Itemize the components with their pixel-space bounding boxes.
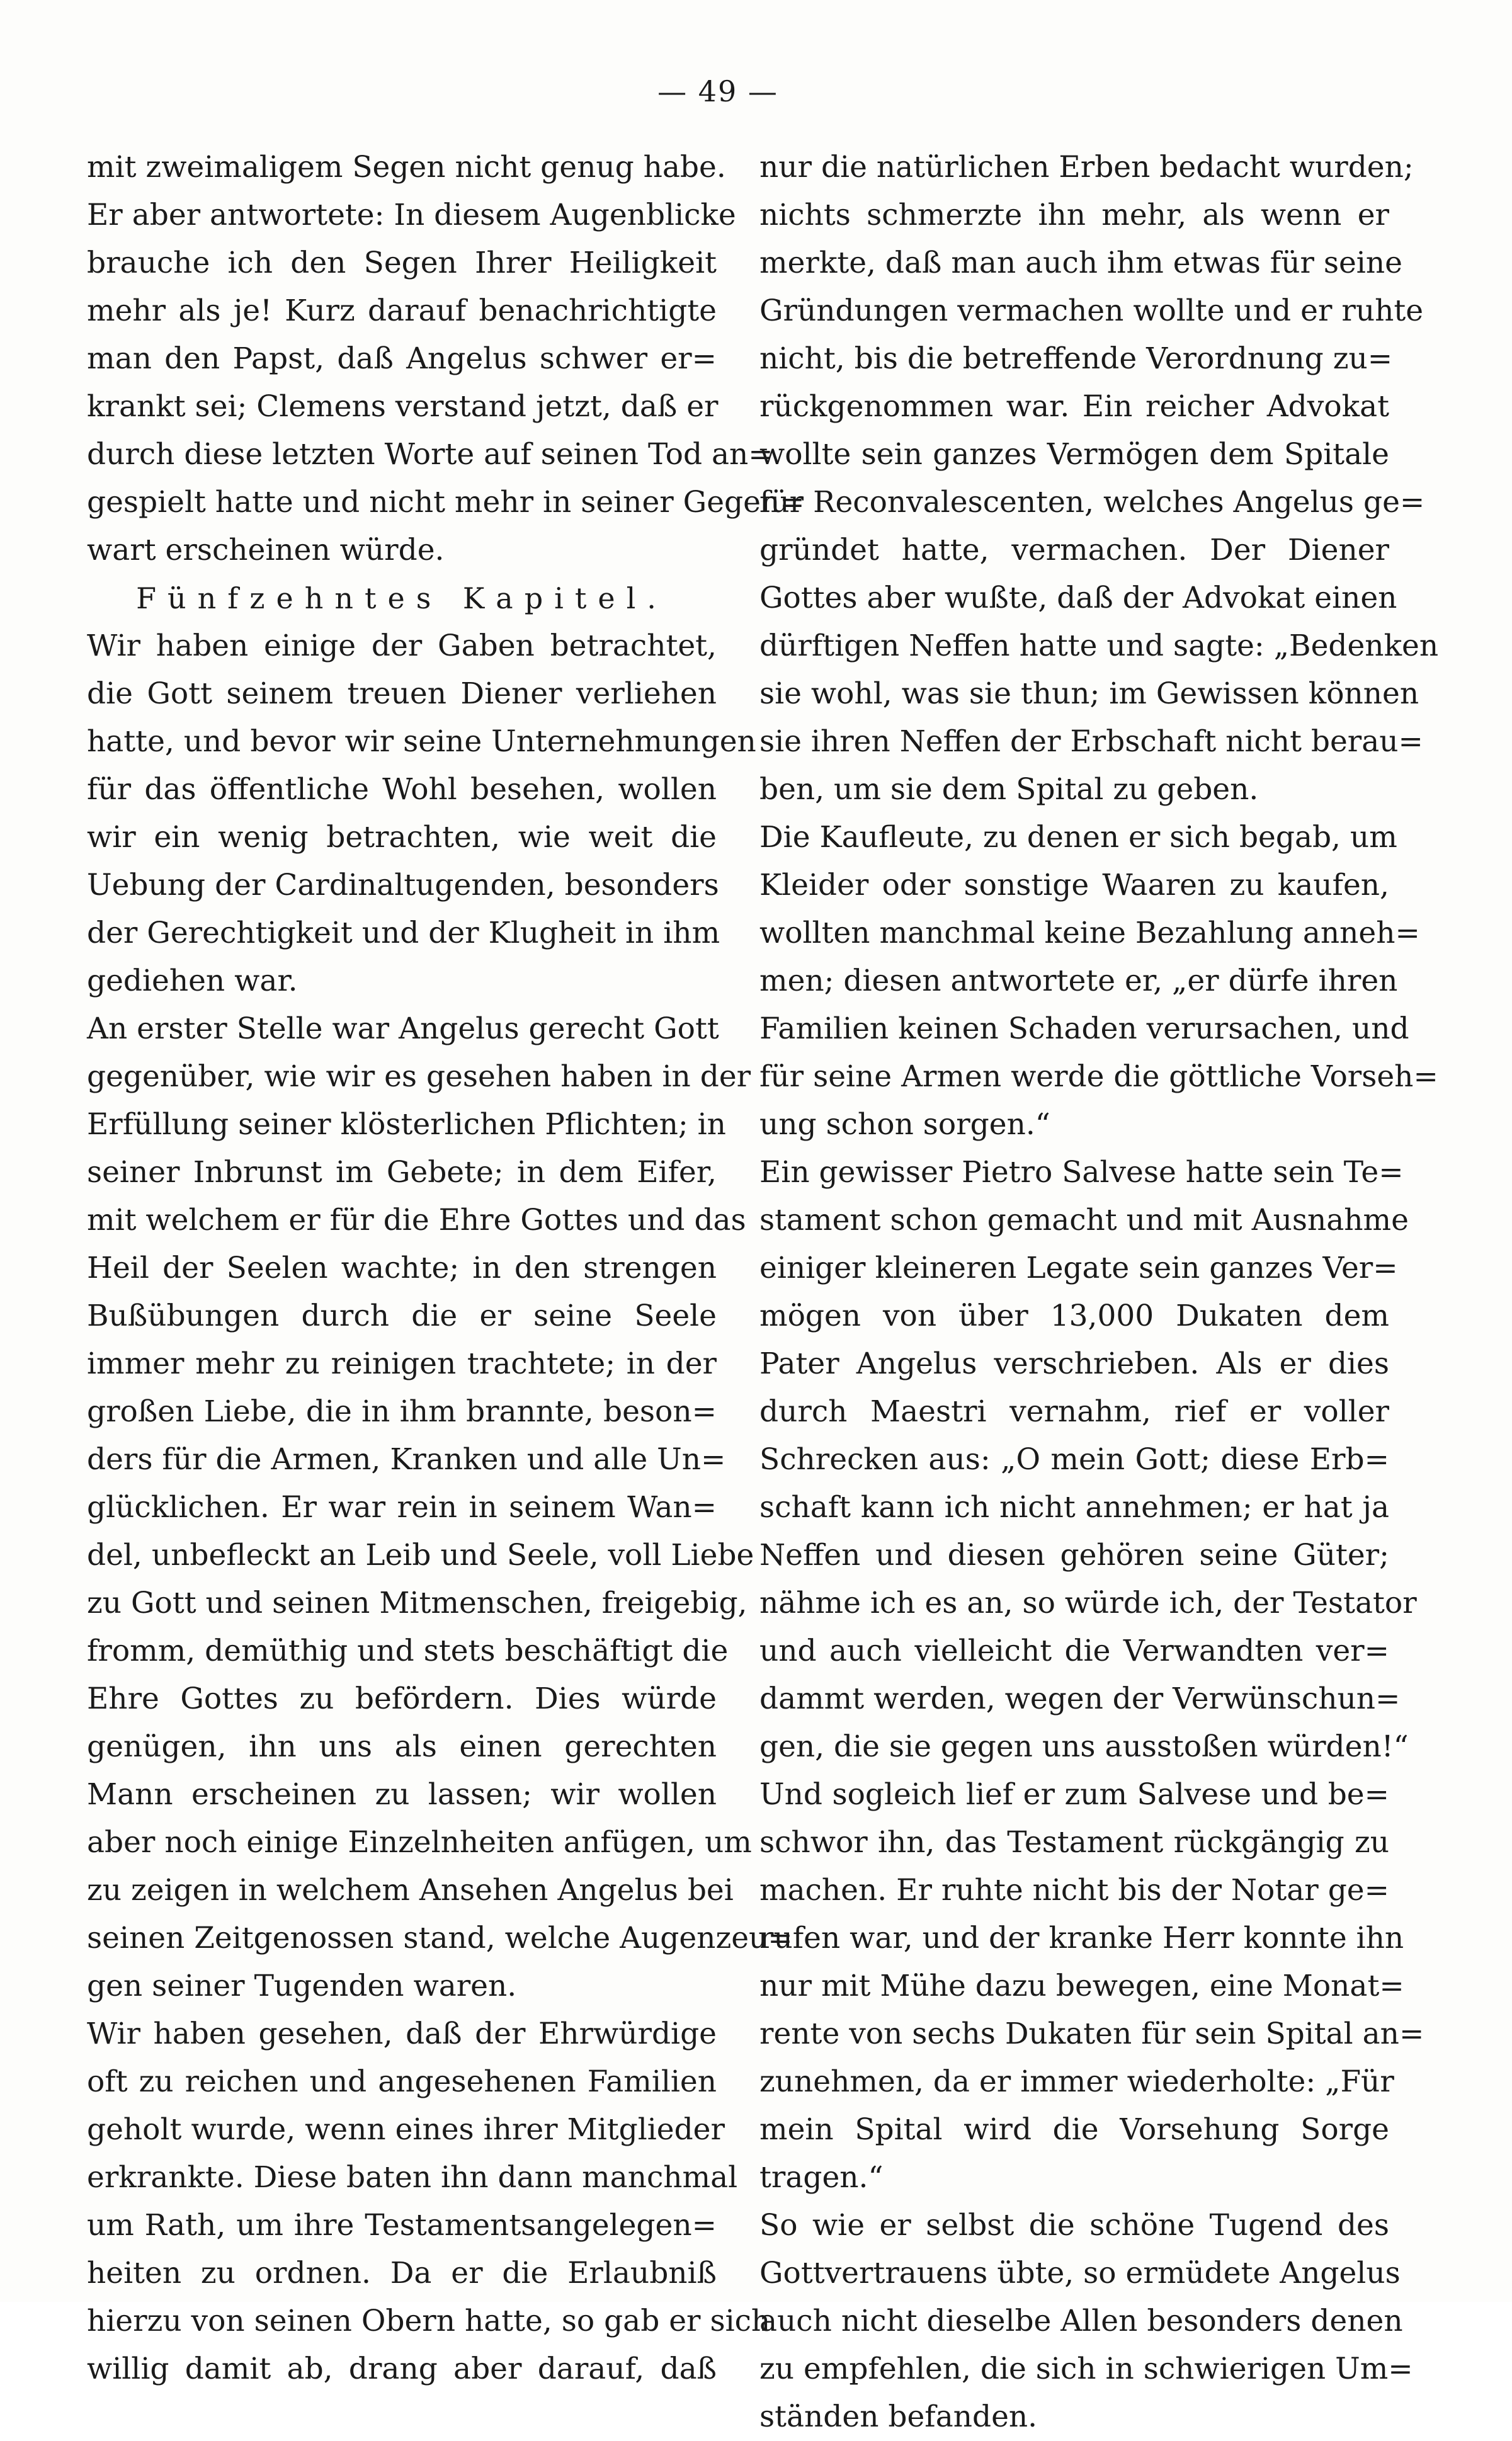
- text-line: gen seiner Tugenden waren.: [87, 1969, 517, 2003]
- text-line: mehr als je! Kurz darauf benachrichtigte: [87, 293, 717, 328]
- text-line: del, unbefleckt an Leib und Seele, voll Liebe: [87, 1538, 754, 1573]
- text-line: immer mehr zu reinigen trachtete; in der: [87, 1346, 717, 1381]
- text-line: Und sogleich lief er zum Salvese und be=: [759, 1777, 1389, 1812]
- text-line: gen, die sie gegen uns ausstoßen würden!“: [759, 1729, 1409, 1764]
- text-line: Erfüllung seiner klösterlichen Pflichten; in: [87, 1107, 726, 1142]
- text-line: man den Papst, daß Angelus schwer er=: [87, 341, 717, 376]
- text-line: schaft kann ich nicht annehmen; er hat ja: [759, 1490, 1389, 1525]
- text-line: für Reconvalescenten, welches Angelus ge=: [759, 485, 1425, 520]
- text-line: Gottes aber wußte, daß der Advokat einen: [759, 581, 1397, 615]
- text-line: für das öffentliche Wohl besehen, wollen: [87, 772, 717, 807]
- text-line: heiten zu ordnen. Da er die Erlaubniß: [87, 2256, 717, 2290]
- text-line: zu zeigen in welchem Ansehen Angelus bei: [87, 1873, 734, 1908]
- text-line: Ehre Gottes zu befördern. Dies würde: [87, 1681, 717, 1716]
- text-line: Heil der Seelen wachte; in den strengen: [87, 1251, 717, 1285]
- text-line: Wir haben einige der Gaben betrachtet,: [87, 629, 717, 663]
- left-column: [87, 144, 805, 2393]
- text-line: für seine Armen werde die göttliche Vorseh=: [759, 1059, 1438, 1094]
- text-line: oft zu reichen und angesehenen Familien: [87, 2064, 717, 2099]
- text-line: machen. Er ruhte nicht bis der Notar ge=: [759, 1873, 1389, 1908]
- text-line: auch nicht dieselbe Allen besonders denen: [759, 2304, 1403, 2338]
- text-line: dammt werden, wegen der Verwünschun=: [759, 1681, 1401, 1716]
- text-line: nichts schmerzte ihn mehr, als wenn er: [759, 198, 1389, 232]
- text-line: um Rath, um ihre Testamentsangelegen=: [87, 2208, 717, 2243]
- text-line: wart erscheinen würde.: [87, 533, 445, 567]
- text-line: aber noch einige Einzelnheiten anfügen, um: [87, 1825, 752, 1860]
- text-line: Uebung der Cardinaltugenden, besonders: [87, 868, 719, 902]
- right-column: [759, 144, 1439, 2441]
- text-line: sie wohl, was sie thun; im Gewissen können: [759, 676, 1419, 711]
- text-line: zu Gott und seinen Mitmenschen, freigebig,: [87, 1586, 747, 1620]
- text-line: der Gerechtigkeit und der Klugheit in ihm: [87, 916, 720, 950]
- text-line: wollten manchmal keine Bezahlung anneh=: [759, 916, 1420, 950]
- text-line: mögen von über 13,000 Dukaten dem: [759, 1299, 1389, 1333]
- text-line: ständen befanden.: [759, 2399, 1038, 2434]
- text-line: und auch vielleicht die Verwandten ver=: [759, 1634, 1389, 1668]
- text-line: zu empfehlen, die sich in schwierigen Um=: [759, 2352, 1413, 2386]
- chapter-heading: Fünfzehntes Kapitel.: [136, 581, 668, 615]
- text-line: Wir haben gesehen, daß der Ehrwürdige: [87, 2017, 717, 2051]
- text-line: sie ihren Neffen der Erbschaft nicht berau=: [759, 724, 1423, 759]
- text-line: erkrankte. Diese baten ihn dann manchmal: [87, 2160, 738, 2195]
- text-line: seinen Zeitgenossen stand, welche Augenzeu=: [87, 1921, 793, 1955]
- text-line: geholt wurde, wenn eines ihrer Mitglieder: [87, 2112, 725, 2147]
- text-line: Neffen und diesen gehören seine Güter;: [759, 1538, 1389, 1573]
- text-line: mit welchem er für die Ehre Gottes und das: [87, 1203, 746, 1238]
- text-line: wir ein wenig betrachten, wie weit die: [87, 820, 717, 855]
- text-line: ung schon sorgen.“: [759, 1107, 1050, 1142]
- text-line: krankt sei; Clemens verstand jetzt, daß er: [87, 389, 719, 424]
- text-line: durch Maestri vernahm, rief er voller: [759, 1394, 1389, 1429]
- text-line: nur mit Mühe dazu bewegen, eine Monat=: [759, 1969, 1404, 2003]
- text-line: nur die natürlichen Erben bedacht wurden;: [759, 150, 1414, 185]
- text-line: Ein gewisser Pietro Salvese hatte sein Te=: [759, 1155, 1404, 1190]
- text-line: Mann erscheinen zu lassen; wir wollen: [87, 1777, 717, 1812]
- text-line: Er aber antwortete: In diesem Augenblicke: [87, 198, 736, 232]
- text-line: An erster Stelle war Angelus gerecht Gott: [87, 1011, 719, 1046]
- text-line: Pater Angelus verschrieben. Als er dies: [759, 1346, 1389, 1381]
- text-line: Schrecken aus: „O mein Gott; diese Erb=: [759, 1442, 1389, 1477]
- page-number: — 49 —: [657, 74, 778, 108]
- text-line: gründet hatte, vermachen. Der Diener: [759, 533, 1389, 567]
- text-line: brauche ich den Segen Ihrer Heiligkeit: [87, 246, 717, 280]
- text-line: seiner Inbrunst im Gebete; in dem Eifer,: [87, 1155, 717, 1190]
- text-line: dürftigen Neffen hatte und sagte: „Bedenken: [759, 629, 1439, 663]
- text-line: So wie er selbst die schöne Tugend des: [759, 2208, 1389, 2243]
- text-line: Gründungen vermachen wollte und er ruhte: [759, 293, 1424, 328]
- text-line: Familien keinen Schaden verursachen, und: [759, 1011, 1409, 1046]
- text-line: nicht, bis die betreffende Verordnung zu=: [759, 341, 1393, 376]
- text-line: Kleider oder sonstige Waaren zu kaufen,: [759, 868, 1389, 902]
- text-line: schwor ihn, das Testament rückgängig zu: [759, 1825, 1389, 1860]
- text-line: rente von sechs Dukaten für sein Spital an=: [759, 2017, 1424, 2051]
- text-line: genügen, ihn uns als einen gerechten: [87, 1729, 717, 1764]
- text-line: men; diesen antwortete er, „er dürfe ihren: [759, 964, 1398, 998]
- text-line: merkte, daß man auch ihm etwas für seine: [759, 246, 1402, 280]
- text-line: glücklichen. Er war rein in seinem Wan=: [87, 1490, 717, 1525]
- text-line: gegenüber, wie wir es gesehen haben in der: [87, 1059, 751, 1094]
- text-line: Die Kaufleute, zu denen er sich begab, um: [759, 820, 1397, 855]
- text-line: Bußübungen durch die er seine Seele: [87, 1299, 717, 1333]
- text-line: mein Spital wird die Vorsehung Sorge: [759, 2112, 1389, 2147]
- text-line: rückgenommen war. Ein reicher Advokat: [759, 389, 1389, 424]
- text-line: nähme ich es an, so würde ich, der Testator: [759, 1586, 1417, 1620]
- text-line: tragen.“: [759, 2160, 884, 2195]
- text-line: großen Liebe, die in ihm brannte, beson=: [87, 1394, 717, 1429]
- text-line: durch diese letzten Worte auf seinen Tod an=: [87, 437, 773, 472]
- text-line: zunehmen, da er immer wiederholte: „Für: [759, 2064, 1394, 2099]
- text-line: ben, um sie dem Spital zu geben.: [759, 772, 1259, 807]
- text-line: rufen war, und der kranke Herr konnte ihn: [759, 1921, 1404, 1955]
- text-line: gespielt hatte und nicht mehr in seiner Gegen=: [87, 485, 805, 520]
- text-line: willig damit ab, drang aber darauf, daß: [87, 2352, 717, 2386]
- text-line: hierzu von seinen Obern hatte, so gab er sich: [87, 2304, 771, 2338]
- text-line: stament schon gemacht und mit Ausnahme: [759, 1203, 1409, 1238]
- text-line: ders für die Armen, Kranken und alle Un=: [87, 1442, 726, 1477]
- text-line: fromm, demüthig und stets beschäftigt die: [87, 1634, 729, 1668]
- text-line: die Gott seinem treuen Diener verliehen: [87, 676, 717, 711]
- text-line: mit zweimaligem Segen nicht genug habe.: [87, 150, 726, 185]
- text-line: einiger kleineren Legate sein ganzes Ver=: [759, 1251, 1398, 1285]
- text-line: gediehen war.: [87, 964, 298, 998]
- text-line: hatte, und bevor wir seine Unternehmungen: [87, 724, 756, 759]
- text-line: Gottvertrauens übte, so ermüdete Angelus: [759, 2256, 1401, 2290]
- text-line: wollte sein ganzes Vermögen dem Spitale: [759, 437, 1389, 472]
